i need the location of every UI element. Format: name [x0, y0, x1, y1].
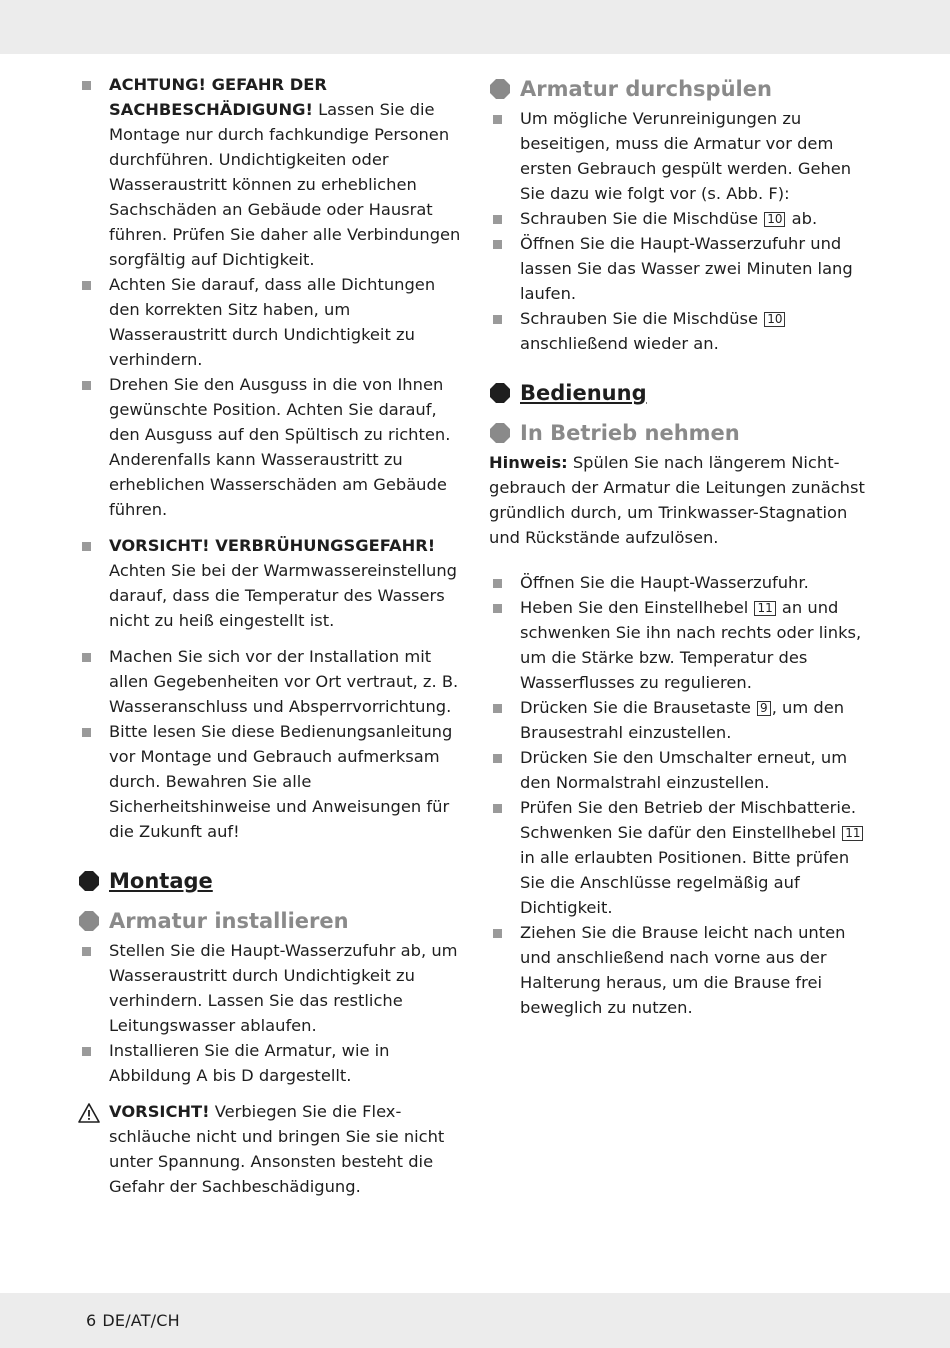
part-reference-11: 11 [754, 601, 775, 616]
list-item-text: Ziehen Sie die Brause leicht nach unten und anschließend nach vorne aus der Halterung heraus, um die Brause frei beweglich zu nutzen. [520, 923, 846, 1017]
heading-in-betrieb-nehmen [489, 416, 874, 450]
heading-montage-text: Montage [109, 869, 213, 893]
list-item-text-before: Heben Sie den Einstellhebel [520, 598, 754, 617]
list-item-check-operation [489, 795, 874, 920]
square-bullet-icon [82, 381, 91, 390]
list-item-text: Stellen Sie die Haupt-Wasserzufuhr ab, um Wasseraustritt durch Undichtigkeit zu verhindern. Lassen Sie das restliche Leitungswasser ablaufen. [109, 941, 458, 1035]
right-column [489, 72, 874, 1020]
heading-betrieb-text: In Betrieb nehmen [520, 421, 740, 445]
list-item-open-supply [489, 570, 874, 595]
list-item-familiarize [78, 644, 463, 719]
top-band [0, 0, 950, 54]
note-label: Hinweis: [489, 453, 568, 472]
list-item-text: Installieren Sie die Armatur, wie in Abbildung A bis D dargestellt. [109, 1041, 390, 1085]
list-item-seals [78, 272, 463, 372]
list-item-text: Drehen Sie den Ausguss in die von Ihnen gewünschte Position. Achten Sie darauf, den Ausguss auf den Spültisch zu richten. Anderenfalls kann Wasseraustritt zu erheblichen Wasserschäden am Gebäude führen. [109, 375, 451, 519]
list-item-text: Bitte lesen Sie diese Bedienungsanleitung vor Montage und Gebrauch aufmerksam durch. Bewahren Sie alle Sicherheitshinweise und Anweisungen für die Zukunft auf! [109, 722, 453, 841]
square-bullet-icon [493, 929, 502, 938]
heading-armatur-durchspuelen [489, 72, 874, 106]
square-bullet-icon [493, 240, 502, 249]
heading-bedienung [489, 376, 874, 410]
list-item-shut-water [78, 938, 463, 1038]
list-item-text-after: anschließend wieder an. [520, 334, 719, 353]
square-bullet-icon [493, 215, 502, 224]
page-number: 6 [86, 1311, 97, 1330]
part-reference-10: 10 [764, 312, 785, 327]
square-bullet-icon [82, 728, 91, 737]
list-item-text-after: in alle erlaubten Positionen. Bitte prüfen Sie die Anschlüsse regelmäßig auf Dichtigkeit. [520, 848, 850, 917]
list-item-text-before: Schrauben Sie die Mischdüse [520, 209, 764, 228]
octagon-icon [79, 911, 99, 931]
region-label: DE/AT/CH [102, 1311, 180, 1330]
list-item-flush-intro [489, 106, 874, 206]
list-item-lever [489, 595, 874, 695]
heading-montage [78, 864, 463, 898]
note-paragraph [489, 450, 874, 550]
list-item-text: Drücken Sie den Umschalter erneut, um den Normalstrahl einzustellen. [520, 748, 848, 792]
list-item-text: Achten Sie darauf, dass alle Dichtungen den korrekten Sitz haben, um Wasseraustritt durch Undichtigkeit zu verhindern. [109, 275, 436, 369]
list-item-text-before: Prüfen Sie den Betrieb der Mischbatterie. Schwenken Sie dafür den Einstellhebel [520, 798, 857, 842]
octagon-icon [490, 423, 510, 443]
square-bullet-icon [82, 81, 91, 90]
part-reference-10: 10 [764, 212, 785, 227]
page-footer [86, 1311, 180, 1330]
octagon-icon [490, 79, 510, 99]
list-item-text-before: Schrauben Sie die Mischdüse [520, 309, 764, 328]
list-item-text-after: an und schwenken Sie ihn nach rechts oder links, um die Stärke bzw. Temperatur des Wasserflusses zu regulieren. [520, 598, 862, 692]
warning-damage-title: ACHTUNG! GEFAHR DER SACHBESCHÄDIGUNG! [109, 75, 327, 119]
warning-scald-text: Achten Sie bei der Warmwassereinstellung darauf, dass die Temperatur des Wassers nicht zu heiß eingestellt ist. [109, 561, 458, 630]
square-bullet-icon [493, 704, 502, 713]
square-bullet-icon [493, 315, 502, 324]
heading-armatur-installieren [78, 904, 463, 938]
heading-installieren-text: Armatur installieren [109, 909, 349, 933]
list-item-warning-damage [78, 72, 463, 272]
caution-text: Verbiegen Sie die Flexschläuche nicht und bringen Sie sie nicht unter Spannung. Ansonsten besteht die Gefahr der Sachbeschädigung. [109, 1102, 445, 1196]
heading-bedienung-text: Bedienung [520, 381, 647, 405]
list-item-spout [78, 372, 463, 522]
part-reference-9: 9 [757, 701, 771, 716]
list-item-text-after: ab. [786, 209, 818, 228]
heading-durchspuelen-text: Armatur durchspülen [520, 77, 772, 101]
list-item-text: Öffnen Sie die Haupt-Wasserzufuhr und lassen Sie das Wasser zwei Minuten lang laufen. [520, 234, 853, 303]
square-bullet-icon [82, 542, 91, 551]
square-bullet-icon [493, 604, 502, 613]
list-item-shower-button [489, 695, 874, 745]
warning-triangle-icon [78, 1103, 100, 1123]
square-bullet-icon [82, 653, 91, 662]
left-column [78, 72, 463, 1199]
part-reference-11: 11 [842, 826, 863, 841]
warning-damage-text: Lassen Sie die Montage nur durch fachkundige Personen durchführen. Undichtigkeiten oder Wasseraustritt können zu erheblichen Sachschäden an Gebäude oder Hausrat führen. Prüfen Sie daher alle Verbindungen sorgfältig auf Dichtigkeit. [109, 100, 461, 269]
warning-scald-title: VORSICHT! VERBRÜHUNGSGEFAHR! [109, 536, 436, 555]
square-bullet-icon [493, 579, 502, 588]
list-item-screw-nozzle [489, 306, 874, 356]
list-item-open-water [489, 231, 874, 306]
square-bullet-icon [82, 281, 91, 290]
list-item-text: Um mögliche Verunreinigungen zu beseitigen, muss die Armatur vor dem ersten Gebrauch gespült werden. Gehen Sie dazu wie folgt vor (s. Abb. F): [520, 109, 852, 203]
list-item-switch [489, 745, 874, 795]
caution-title: VORSICHT! [109, 1102, 210, 1121]
list-item-unscrew-nozzle [489, 206, 874, 231]
list-item-read-manual [78, 719, 463, 844]
note-text: Spülen Sie nach längerem Nichtgebrauch der Armatur die Leitungen zunächst gründlich durch, um Trinkwasser-Stagnation und Rückstände aufzulösen. [489, 453, 865, 547]
list-item-text: Öffnen Sie die Haupt-Wasserzufuhr. [520, 573, 809, 592]
caution-note [78, 1099, 463, 1199]
list-item-text-before: Drücken Sie die Brausetaste [520, 698, 757, 717]
list-item-text: Machen Sie sich vor der Installation mit allen Gegebenheiten vor Ort vertraut, z. B. Wasseranschluss und Absperrvorrichtung. [109, 647, 459, 716]
list-item-install [78, 1038, 463, 1088]
square-bullet-icon [493, 115, 502, 124]
square-bullet-icon [82, 1047, 91, 1056]
square-bullet-icon [493, 804, 502, 813]
list-item-text-after: , um den Brausestrahl einzustellen. [520, 698, 845, 742]
octagon-icon [490, 383, 510, 403]
list-item-warning-scald [78, 533, 463, 633]
octagon-icon [79, 871, 99, 891]
list-item-pull-shower [489, 920, 874, 1020]
square-bullet-icon [82, 947, 91, 956]
square-bullet-icon [493, 754, 502, 763]
